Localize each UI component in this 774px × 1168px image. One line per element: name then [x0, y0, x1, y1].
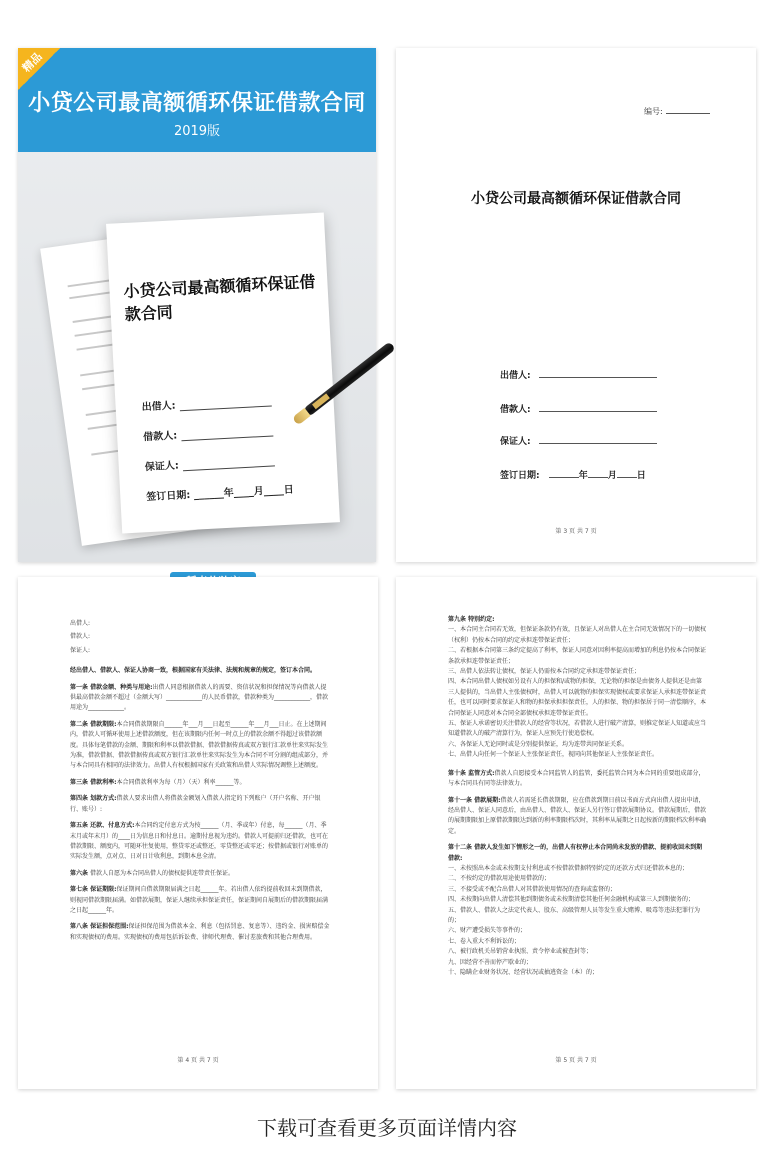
clause-7: 第七条 保证期限:保证期间自借款期限届满之日起______年。若出借人依约提前收回未到期借款，则视同借款期限届满。如借款展期，保证人继续承担保证责任，保证期间自展期后的借款期限届满之日起______年。 — [70, 886, 329, 914]
clause-12-item: 十、隐瞒企业财务状况、经营状况或抽逃资金（本）的； — [448, 969, 599, 976]
clause-12-item: 四、未按期向出借人清偿其他到期债务或未按期清偿其他任何金融机构或第三人到期债务的； — [448, 896, 695, 904]
cover-preview[interactable] — [18, 48, 376, 562]
paper-sign-date: 签订日期: ______年____月____日 — [146, 484, 294, 504]
guarantor-row: 保证人: — [500, 434, 657, 447]
clause-1: 第一条 借款金额、种类与用途:出借人同意根据借款人的需要、资信状况和担保情况等向借款人提供最高借款金额不超过（金额大写）____________的人民币借款，借款种类为____________，借款用途为____________。 — [70, 683, 329, 712]
header-line: 保证人: — [70, 646, 91, 654]
clause-11: 第十一条 借款展期:借款人若需延长借款期限，应在借款到期日前以书面方式向出借人提出申请，经出借人、保证人同意后，由出借人、借款人、保证人另行签订借款展期协议。借款展期后，借款的展期期限加上原借款期限达到新的利率期限档次时，其利率从展期之日起按新的期限档次利率确定。 — [448, 796, 707, 835]
clause-10: 第十条 监管方式:借款人自愿接受本合同监管人的监管，委托监管合同为本合同的重要组成部分，与本合同具有同等法律效力。 — [448, 769, 705, 788]
clause-12-item: 三、不接受或不配合出借人对其借款使用情况的查询或监督的； — [448, 885, 617, 893]
clause-3: 第三条 借款利率:本合同借款利率为每（月）（天）利率______等。 — [70, 778, 246, 786]
clause-9-head: 第九条 特别约定: — [448, 616, 495, 623]
clause-8: 第八条 保证担保范围:保证担保范围为借款本金、利息（包括罚息、复息等）、违约金、损害赔偿金和实现债权的费用。实现债权的费用包括诉讼费、律师代理费、催讨差旅费和其他合理费用。 — [70, 923, 330, 941]
clause-9-item: 二、若根据本合同第三条约定提高了利率，保证人同意对因利率提高而增加的利息仍按本合同保证条款承担连带保证责任； — [448, 647, 707, 665]
clause-6: 第六条 借款人自愿为本合同出借人的债权提供连带责任保证。 — [70, 869, 234, 877]
borrower-row: 借款人: — [500, 402, 657, 415]
clause-12-item: 七、卷入重大不利诉讼的； — [448, 937, 521, 945]
premium-badge-label: 精品 — [19, 49, 45, 75]
clause-4: 第四条 划款方式:借款人要求出借人将借款金额划入借款人指定的下列账户（开户名称、开户银行、账号）: — [70, 795, 321, 813]
clause-12-item: 六、财产遭受损失等事件的； — [448, 927, 527, 935]
page-3-footer: 第 3 页 共 7 页 — [555, 528, 597, 535]
page-4-body — [70, 619, 330, 949]
cover-year: 2019版 — [173, 124, 221, 139]
clause-12-item: 八、被行政机关吊销营业执照、责令停业或被查封等； — [448, 948, 593, 956]
header-line: 借款人: — [70, 633, 91, 641]
contract-number: 编号: — [644, 106, 710, 117]
lender-row: 出借人: — [500, 368, 657, 381]
clause-2: 第二条 借款期限:本合同借款期限自______年___月___日起至______年___月___日止。在上述期间内，借款人可循环使用上述借款额度，但在该期限内任何一时点上的借款余额不得超过该借款额度。具体每笔借款的金额、期限和利率以借款借据、借款借据传真或双方银行汇款单往来实际发生为准，借款借据、借款借据传真或双方银行汇款单往来实际发生为本合同不可分割的组成部分，并与本合同具有相同的法律效力。出借人有权根据国家有关政策和出借人实际情况调整上述额度。 — [70, 720, 329, 770]
paper-title: 小贷公司最高额循环保证借款合同 — [123, 272, 316, 325]
clause-9-item: 一、本合同主合同若无效，但保证条款仍有效，且保证人对出借人在主合同无效情况下的一切债权（权利）仍按本合同的约定承担连带保证责任； — [448, 626, 707, 644]
page-4-preview[interactable] — [18, 577, 378, 1089]
front-paper-illustration — [106, 213, 340, 534]
paper-lender-row: 出借人: — [141, 389, 312, 413]
clause-12-item: 二、不按约定的借款用途使用借款的； — [448, 875, 551, 883]
intro-paragraph: 经出借人、借款人、保证人协商一致，根据国家有关法律、法规和规章的规定，签订本合同。 — [70, 667, 317, 675]
page-3-title: 小贷公司最高额循环保证借款合同 — [471, 191, 681, 207]
clause-9-item: 六、各保证人无论同时或是分别提供保证，均为连带共同保证关系。 — [448, 740, 629, 748]
clause-9-item: 七、出借人向任何一个保证人主张保证责任，视同向其他保证人主张保证责任。 — [448, 751, 659, 759]
page-4-footer: 第 4 页 共 7 页 — [177, 1057, 219, 1064]
page-3-preview[interactable] — [396, 48, 756, 562]
clause-5: 第五条 还款、付息方式:本合同约定付息方式为按______（月、季或年）付息，每______（月、季末月或年末月）的____日为信息日和付息日。逾期付息视为违约。借款人可提前归还借款，也可在借款期限、额度内，可随环往复使用，整贷零还或整还，零贷整还或零还；按借据或银行对账单的实际发生额，点对点、日对日计收利息，到期本息全清。 — [70, 822, 329, 861]
clause-12-head: 第十二条 借款人发生如下情形之一的，出借人有权停止本合同尚未发放的借款、提前收回未到期借款: — [448, 844, 703, 862]
header-line: 出借人: — [70, 620, 91, 627]
paper-borrower-row: 借款人: — [143, 419, 314, 443]
page-5-preview[interactable] — [396, 577, 756, 1089]
page-5-body — [448, 615, 708, 978]
download-caption: 下载可查看更多页面详情内容 — [257, 1116, 517, 1140]
premium-badge — [18, 48, 60, 90]
page-5-footer: 第 5 页 共 7 页 — [555, 1057, 597, 1064]
clause-12-item: 九、因经营不善而停产歇业的； — [448, 958, 533, 966]
clause-12-item: 一、未按照出本金或未按期支付利息或不按借款借据特别约定的还款方式归还借款本息的； — [448, 864, 689, 872]
clause-9-item: 五、保证人承诺密切关注借款人的经营等状况，若借款人进行破产清算，则推定保证人知道或应当知道借款人的破产清算行为，保证人应预先行使追偿权。 — [448, 720, 707, 738]
clause-9-item: 三、出借人依法转让债权，保证人仍需按本合同约定承担连带保证责任； — [448, 668, 641, 676]
sign-date-row: 签订日期: 年 月 日 — [500, 471, 646, 481]
cover-title: 小贷公司最高额循环保证借款合同 — [28, 91, 366, 116]
clause-9-item: 四、本合同出借人债权如另设有人的担保和/或物的担保，无论物的担保是由债务人提供还是由第三人提供的，当出借人主张债权时，出借人可以就物的担保实现债权或要求保证人承担连带保证责任，也可以同时要求保证人和物的担保承担担保责任，人的担保、物的担保居于同一清偿顺序，本合同保证人同意对本合同全部债权承担连带保证责任。 — [448, 678, 707, 717]
clause-12-item: 五、借款人、借款人之法定代表人、股东、高级管理人员等发生重大赌博、吸毒等违法犯罪行为的； — [448, 906, 701, 924]
paper-guarantor-row: 保证人: — [144, 449, 315, 473]
